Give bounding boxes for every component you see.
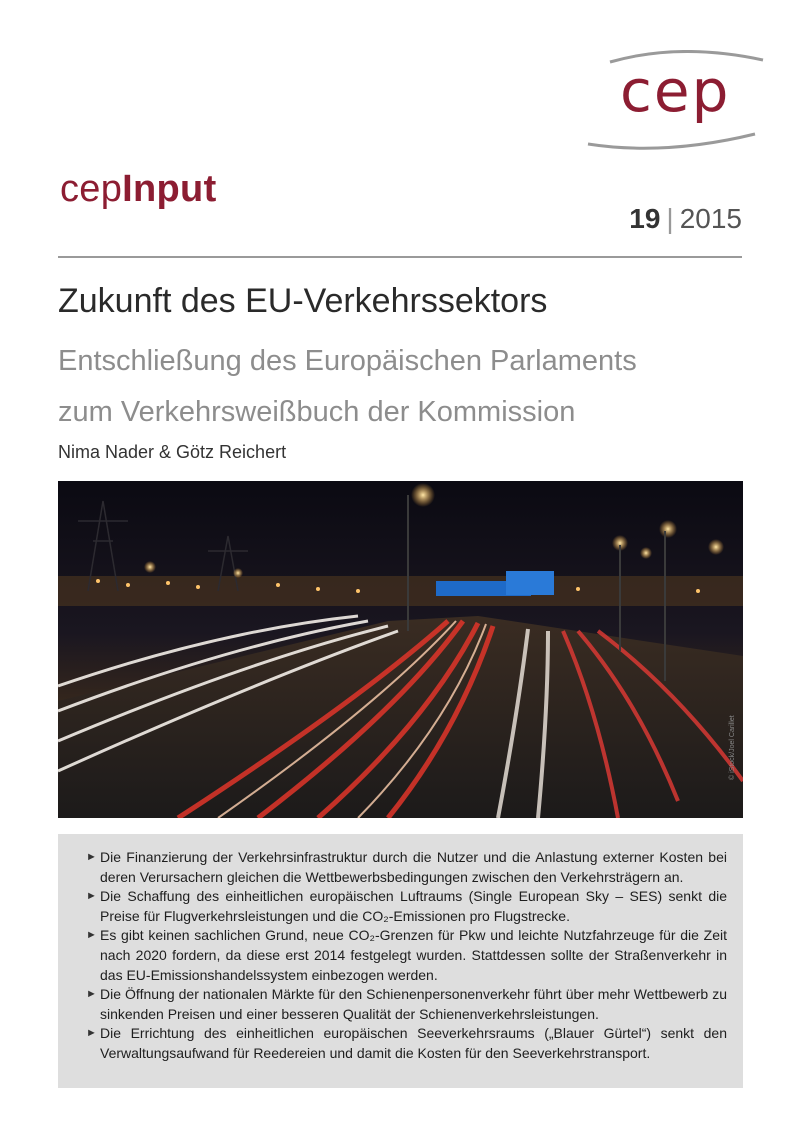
cover-photo [58,481,743,818]
page-title: Zukunft des EU-Verkehrssektors [58,282,548,320]
triangle-right-icon: ► [86,929,97,942]
summary-item: ► Die Öffnung der nationalen Märkte für den Schienenpersonenverkehr führt über mehr Wettbewerb zu sinkenden Preisen und einer besseren Qualität der Schienenverkehrsleistungen. [86,986,727,1022]
cep-logo [585,50,765,160]
triangle-right-icon: ► [86,851,97,863]
issue-year: 2015 [679,203,742,234]
summary-item: ► Die Schaffung des einheitlichen europäischen Luftraums (Single European Sky – SES) senkt die Preise für Flugverkehrsleistungen und die CO₂-Emissionen pro Flugstrecke. [86,888,727,924]
subtitle-line-1: Entschließung des Europäischen Parlaments [58,345,637,377]
series-prefix: cep [60,168,123,210]
series-title [60,168,217,211]
summary-box [58,834,743,1088]
summary-item: ► Die Errichtung des einheitlichen europäischen Seeverkehrsraums („Blauer Gürtel“) senkt den Verwaltungsaufwand für Reedereien und damit die Kosten für den Seeverkehrstransport. [86,1025,727,1061]
subtitle-line-2: zum Verkehrsweißbuch der Kommission [58,396,576,428]
summary-item: ► Es gibt keinen sachlichen Grund, neue CO₂-Grenzen für Pkw und leichte Nutzfahrzeuge für die Zeit nach 2020 fordern, da diese erst 2014 festgelegt wurden. Stattdessen sollte der Straßenverkehr in das EU-Emissionshandelssystem einbezogen werden. [86,927,727,983]
issue-separator: | [666,203,674,234]
summary-item: ► Die Finanzierung der Verkehrsinfrastruktur durch die Nutzer und die Anlastung externer Kosten bei deren Verursachern gleichen die Wettbewerbsbedingungen zwischen den Verkehrsträgern an. [86,849,727,885]
photo-credit: © iStock/Joel Carillet [729,715,736,780]
authors: Nima Nader & Götz Reichert [58,442,287,462]
issue-num: 19 [629,203,661,234]
triangle-right-icon: ► [86,890,97,903]
series-name: Input [122,168,217,210]
issue-number [629,203,742,235]
header-divider [58,256,742,258]
summary-list [58,834,743,1064]
page-subtitle [58,336,758,438]
triangle-right-icon: ► [86,1027,97,1040]
triangle-right-icon: ► [86,988,97,1001]
highway-night-image [58,481,743,818]
logo-text: cep [620,57,731,125]
